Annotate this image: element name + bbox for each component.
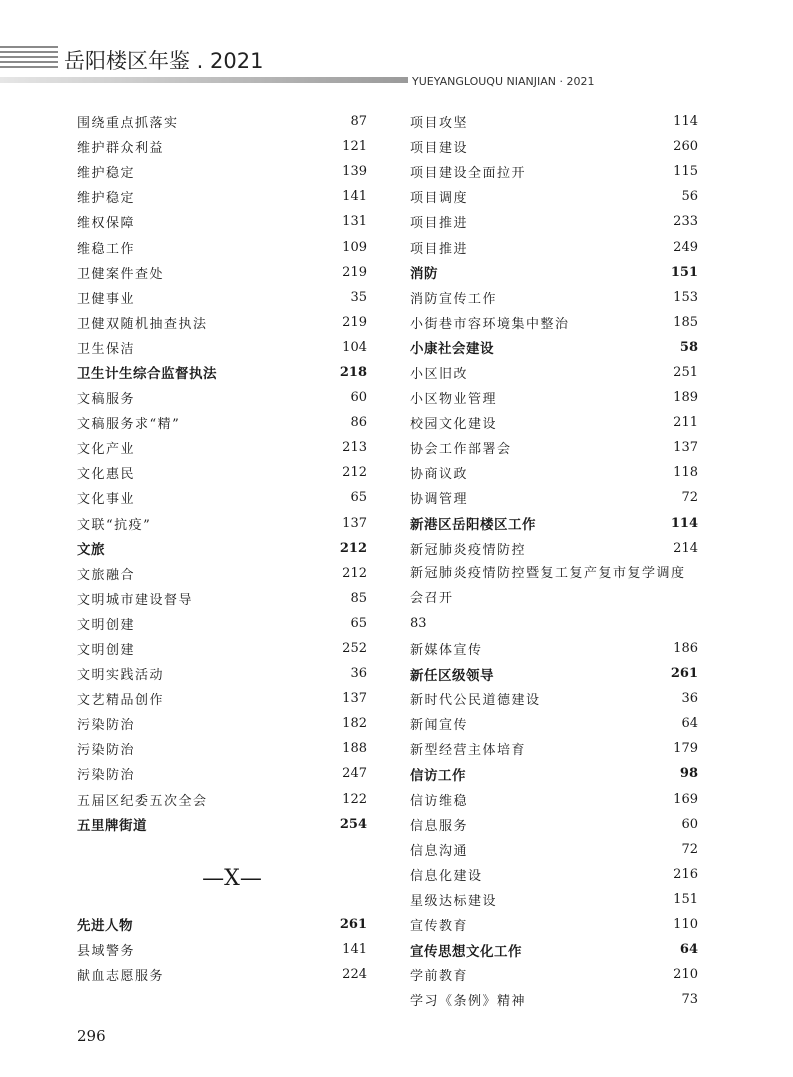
index-term: 维权保障: [77, 216, 136, 232]
index-term: 项目建设全面拉开: [410, 166, 527, 182]
index-entry: [410, 385, 698, 410]
index-term: 五届区纪委五次全会: [77, 793, 208, 809]
index-entry: [77, 686, 367, 711]
index-page-number: 211: [673, 415, 698, 431]
index-term: 信息服务: [410, 818, 469, 834]
index-term: 文稿服务求“精”: [77, 417, 181, 433]
index-entry: [410, 234, 698, 259]
page-number: 296: [77, 1027, 106, 1045]
index-term: 污染防治: [77, 743, 136, 759]
index-page-number: 141: [342, 189, 367, 205]
index-entry: [77, 711, 367, 736]
index-entry: [77, 611, 367, 636]
index-entry: [77, 460, 367, 485]
index-term: 协商议政: [410, 467, 469, 483]
index-entry: [77, 736, 367, 761]
index-entry: [77, 234, 367, 259]
index-term: 文明实践活动: [77, 668, 165, 684]
index-term: 先进人物: [77, 918, 133, 935]
index-entry: [77, 787, 367, 812]
index-page-number: 261: [339, 916, 367, 932]
index-term: 小区旧改: [410, 366, 469, 382]
index-term: 文明城市建设督导: [77, 592, 194, 608]
index-term: 宣传教育: [410, 919, 469, 935]
index-entry: [410, 987, 698, 1012]
index-page-number: 60: [681, 816, 698, 832]
index-entry: [77, 962, 367, 987]
index-entry: [410, 410, 698, 435]
index-page-number: 254: [339, 816, 367, 832]
index-page-number: 65: [350, 490, 367, 506]
index-page-number: 104: [342, 339, 367, 355]
page-header-title: 岳阳楼区年鉴 . 2021: [64, 49, 264, 73]
index-entry: [410, 460, 698, 485]
index-heading-entry: [77, 536, 367, 561]
index-term: 卫健双随机抽查执法: [77, 316, 208, 332]
index-entry: [77, 385, 367, 410]
index-term: 文联“抗疫”: [77, 517, 152, 533]
index-term: 小康社会建设: [410, 341, 494, 358]
index-page-number: 251: [673, 364, 698, 380]
index-page-number: 179: [673, 741, 698, 757]
index-entry: [410, 711, 698, 736]
index-term: 项目调度: [410, 191, 469, 207]
index-term: 五里牌街道: [77, 818, 147, 835]
index-page-number: 214: [673, 540, 698, 556]
index-page-number: 139: [342, 164, 367, 180]
index-page-number: 212: [339, 540, 367, 556]
index-page-number: 137: [342, 691, 367, 707]
index-entry: [410, 887, 698, 912]
index-term: 献血志愿服务: [77, 969, 165, 985]
index-page-number: 212: [342, 465, 367, 481]
index-term: 小街巷市容环境集中整治: [410, 316, 570, 332]
index-term: 县域警务: [77, 943, 136, 959]
index-term: 维护群众利益: [77, 141, 165, 157]
index-heading-entry: [77, 812, 367, 837]
index-term: 协调管理: [410, 492, 469, 508]
index-term: 文化事业: [77, 492, 136, 508]
index-entry: [410, 812, 698, 837]
index-term: 新媒体宣传: [410, 643, 483, 659]
index-entry: [77, 561, 367, 586]
index-entry: [77, 209, 367, 234]
index-entry: [77, 761, 367, 786]
index-term: 文化惠民: [77, 467, 136, 483]
index-entry: [77, 586, 367, 611]
index-page-number: 109: [342, 239, 367, 255]
index-page-number: 213: [342, 440, 367, 456]
index-term: 维护稳定: [77, 191, 136, 207]
index-page-number: 141: [342, 941, 367, 957]
index-page-number: 137: [342, 515, 367, 531]
index-term: 新冠肺炎疫情防控暨复工复产复市复学调度会召开: [410, 565, 686, 606]
index-term: 新型经营主体培育: [410, 743, 527, 759]
index-entry: [410, 485, 698, 510]
index-page-number: 151: [670, 264, 698, 280]
index-entry: [410, 912, 698, 937]
index-page-number: 83: [410, 615, 427, 631]
index-entry: [410, 109, 698, 134]
index-page-number: 212: [342, 565, 367, 581]
index-term: 项目推进: [410, 216, 469, 232]
index-heading-entry: [410, 511, 698, 536]
index-term: 消防: [410, 266, 438, 283]
index-entry: [77, 285, 367, 310]
index-page-number: 56: [681, 189, 698, 205]
index-page-number: 260: [673, 139, 698, 155]
index-term: 信访维稳: [410, 793, 469, 809]
index-entry: [410, 787, 698, 812]
index-term: 小区物业管理: [410, 392, 498, 408]
index-page-number: 110: [673, 917, 698, 933]
index-page-number: 36: [350, 666, 367, 682]
index-page-number: 224: [342, 967, 367, 983]
index-term: 文艺精品创作: [77, 693, 165, 709]
index-entry: [77, 511, 367, 536]
index-entry-wrapped: [410, 561, 698, 636]
index-page-number: 218: [339, 364, 367, 380]
index-term: 卫生保洁: [77, 341, 136, 357]
index-term: 卫健案件查处: [77, 266, 165, 282]
index-entry: [410, 310, 698, 335]
index-entry: [410, 134, 698, 159]
index-column-left: [77, 109, 367, 987]
index-page-number: 186: [673, 641, 698, 657]
index-entry: [77, 109, 367, 134]
index-term: 新任区级领导: [410, 667, 494, 684]
index-heading-entry: [77, 912, 367, 937]
index-entry: [77, 937, 367, 962]
index-entry: [77, 410, 367, 435]
index-term: 信息化建设: [410, 868, 483, 884]
index-term: 围绕重点抓落实: [77, 116, 179, 132]
index-entry: [410, 862, 698, 887]
index-term: 项目建设: [410, 141, 469, 157]
index-entry: [77, 134, 367, 159]
index-term: 新时代公民道德建设: [410, 693, 541, 709]
index-page-number: 114: [670, 515, 698, 531]
index-term: 污染防治: [77, 718, 136, 734]
index-page-number: 137: [673, 440, 698, 456]
index-page-number: 122: [342, 791, 367, 807]
index-term: 宣传思想文化工作: [410, 943, 522, 960]
index-page-number: 153: [673, 289, 698, 305]
index-entry: [77, 159, 367, 184]
index-term: 新冠肺炎疫情防控: [410, 542, 527, 558]
index-page-number: 36: [681, 691, 698, 707]
index-entry: [77, 485, 367, 510]
index-page-number: 72: [681, 490, 698, 506]
index-term: 文明创建: [77, 617, 136, 633]
header-gradient-bar: [0, 77, 408, 83]
index-page-number: 169: [673, 791, 698, 807]
index-page-number: 114: [673, 114, 698, 130]
index-page-number: 261: [670, 666, 698, 682]
index-page-number: 65: [350, 615, 367, 631]
index-page-number: 64: [681, 716, 698, 732]
index-page-number: 131: [342, 214, 367, 230]
index-term: 校园文化建设: [410, 417, 498, 433]
index-page-number: 185: [673, 314, 698, 330]
index-entry: [410, 962, 698, 987]
index-column-right: [410, 109, 698, 1012]
index-page-number: 35: [350, 289, 367, 305]
index-entry: [77, 260, 367, 285]
index-page-number: 118: [673, 465, 698, 481]
index-page-number: 72: [681, 841, 698, 857]
index-page-number: 210: [673, 967, 698, 983]
index-term: 协会工作部署会: [410, 442, 512, 458]
index-entry: [410, 736, 698, 761]
index-term: 文明创建: [77, 643, 136, 659]
index-term: 污染防治: [77, 768, 136, 784]
index-page-number: 252: [342, 641, 367, 657]
index-page-number: 64: [679, 942, 698, 958]
index-page-number: 189: [673, 390, 698, 406]
index-page-number: 58: [679, 339, 698, 355]
section-letter-heading: —X—: [202, 865, 262, 891]
index-page-number: 188: [342, 741, 367, 757]
index-entry: [410, 837, 698, 862]
index-term: 维稳工作: [77, 241, 136, 257]
index-heading-entry: [410, 260, 698, 285]
index-entry: [77, 661, 367, 686]
index-entry: [410, 209, 698, 234]
index-page-number: 98: [679, 766, 698, 782]
page-header-subtitle: YUEYANGLOUQU NIANJIAN · 2021: [412, 75, 595, 88]
index-term: 学习《条例》精神: [410, 994, 527, 1010]
index-term: 卫生计生综合监督执法: [77, 366, 217, 383]
index-page-number: 151: [673, 891, 698, 907]
index-entry: [77, 184, 367, 209]
index-page-number: 249: [673, 239, 698, 255]
index-entry: [410, 435, 698, 460]
index-page-number: 247: [342, 766, 367, 782]
index-term: 消防宣传工作: [410, 291, 498, 307]
index-term: 文稿服务: [77, 392, 136, 408]
index-entry: [410, 184, 698, 209]
index-page-number: 182: [342, 716, 367, 732]
index-term: 新港区岳阳楼区工作: [410, 517, 536, 534]
index-entry: [77, 335, 367, 360]
index-page-number: 85: [350, 590, 367, 606]
index-term: 项目攻坚: [410, 116, 469, 132]
index-heading-entry: [410, 937, 698, 962]
index-entry: [410, 636, 698, 661]
index-term: 学前教育: [410, 969, 469, 985]
index-entry: [77, 435, 367, 460]
index-heading-entry: [77, 360, 367, 385]
index-page-number: 87: [350, 114, 367, 130]
index-page-number: 60: [350, 390, 367, 406]
index-entry: [77, 310, 367, 335]
index-page-number: 115: [673, 164, 698, 180]
index-entry: [410, 686, 698, 711]
index-term: 文旅融合: [77, 567, 136, 583]
index-heading-entry: [410, 335, 698, 360]
index-entry: [410, 360, 698, 385]
index-term: 卫健事业: [77, 291, 136, 307]
index-entry: [410, 159, 698, 184]
index-term: 维护稳定: [77, 166, 136, 182]
index-term: 星级达标建设: [410, 893, 498, 909]
index-entry: [410, 285, 698, 310]
index-page-number: 121: [342, 139, 367, 155]
index-page-number: 219: [342, 264, 367, 280]
index-term: 信访工作: [410, 767, 466, 784]
index-entry: [410, 536, 698, 561]
index-heading-entry: [410, 661, 698, 686]
index-term: 信息沟通: [410, 843, 469, 859]
index-page-number: 86: [350, 415, 367, 431]
index-page-number: 219: [342, 314, 367, 330]
index-page-number: 73: [681, 992, 698, 1008]
index-page-number: 216: [673, 866, 698, 882]
index-term: 项目推进: [410, 241, 469, 257]
index-page-number: 233: [673, 214, 698, 230]
index-term: 新闻宣传: [410, 718, 469, 734]
index-entry: [77, 636, 367, 661]
index-heading-entry: [410, 761, 698, 786]
header-decorative-lines: [0, 46, 58, 71]
index-term: 文旅: [77, 542, 105, 559]
index-term: 文化产业: [77, 442, 136, 458]
